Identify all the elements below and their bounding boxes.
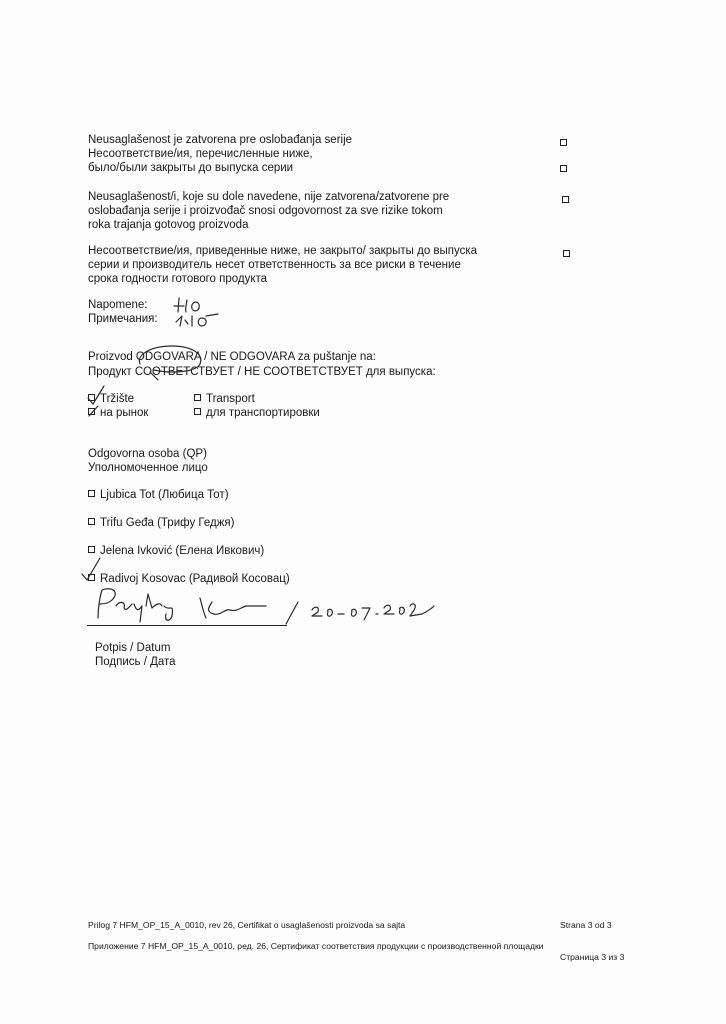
qp-title-ru: Уполномоченное лицо bbox=[88, 462, 208, 474]
statement-2-line-2: oslobađanja serije i proizvođač snosi odgovornost za sve rizike tokom bbox=[88, 205, 443, 217]
release-circle-mark bbox=[132, 340, 207, 382]
remarks-handwriting bbox=[170, 292, 230, 332]
qp-person-4[interactable]: Radivoj Kosovac (Радивой Косовац) bbox=[88, 572, 290, 586]
footer-line-1: Prilog 7 HFM_OP_15_A_0010, rev 26, Certifikat o usaglašenosti proizvoda sa sajta bbox=[88, 920, 406, 930]
qp-person-2[interactable]: Trifu Geđa (Трифу Геджя) bbox=[88, 516, 234, 530]
option-market-sr[interactable]: Tržište bbox=[88, 392, 134, 406]
signature-label-sr: Potpis / Datum bbox=[95, 642, 171, 654]
statement-1-line-3: было/были закрыты до выпуска серии bbox=[88, 162, 294, 174]
statement-1-line-1: Neusaglašenost je zatvorena pre oslobađanja serije bbox=[88, 134, 353, 146]
option-transport-ru[interactable]: для транспортировки bbox=[194, 406, 320, 420]
statement-1-sr-checkbox[interactable] bbox=[560, 139, 567, 146]
qp-title-sr: Odgovorna osoba (QP) bbox=[88, 448, 207, 460]
release-line-sr: Proizvod ODGOVARA / NE ODGOVARA za puštanje na: bbox=[88, 351, 376, 363]
statement-2-line-3: roka trajanja gotovog proizvoda bbox=[88, 219, 249, 231]
option-market-ru[interactable]: на рынок bbox=[88, 406, 148, 420]
transport-sr-checkbox[interactable] bbox=[194, 394, 201, 401]
signature-label-ru: Подпись / Дата bbox=[95, 656, 176, 668]
footer-page-1: Strana 3 od 3 bbox=[560, 920, 612, 930]
footer-line-2: Приложение 7 HFM_OP_15_A_0010, ред. 26, Сертификат соответствия продукции с производственной площадки bbox=[88, 941, 544, 951]
statement-2-line-1: Neusaglašenost/i, koje su dole navedene, nije zatvorena/zatvorene pre bbox=[88, 191, 450, 203]
footer-page-2: Страница 3 из 3 bbox=[560, 952, 625, 962]
remarks-label-sr: Napomene: bbox=[88, 299, 148, 311]
release-line-ru: Продукт СООТВЕТСТВУЕТ / НЕ СООТВЕТСТВУЕТ для выпуска: bbox=[88, 366, 436, 378]
statement-3-line-1: Несоответствие/ия, приведенные ниже, не закрыто/ закрыты до выпуска bbox=[88, 245, 478, 257]
qp-person-3-checkbox[interactable] bbox=[88, 546, 95, 553]
remarks-label-ru: Примечания: bbox=[88, 313, 158, 325]
option-transport-sr[interactable]: Transport bbox=[194, 392, 255, 406]
qp-person-1[interactable]: Ljubica Tot (Любица Тот) bbox=[88, 488, 229, 502]
statement-3-checkbox[interactable] bbox=[563, 250, 570, 257]
statement-1-line-2: Несоответствие/ия, перечисленные ниже, bbox=[88, 148, 313, 160]
market-check-mark bbox=[86, 384, 112, 420]
statement-1-ru-checkbox[interactable] bbox=[560, 165, 567, 172]
statement-3-line-3: срока годности готового продукта bbox=[88, 273, 268, 285]
statement-2-checkbox[interactable] bbox=[562, 196, 569, 203]
qp-person-3[interactable]: Jelena Ivković (Елена Ивкович) bbox=[88, 544, 264, 558]
signature-line bbox=[87, 625, 287, 626]
statement-3-line-2: серии и производитель несет ответственность за все риски в течение bbox=[88, 259, 461, 271]
transport-ru-checkbox[interactable] bbox=[194, 408, 201, 415]
qp-person-1-checkbox[interactable] bbox=[88, 490, 95, 497]
qp-person-2-checkbox[interactable] bbox=[88, 518, 95, 525]
